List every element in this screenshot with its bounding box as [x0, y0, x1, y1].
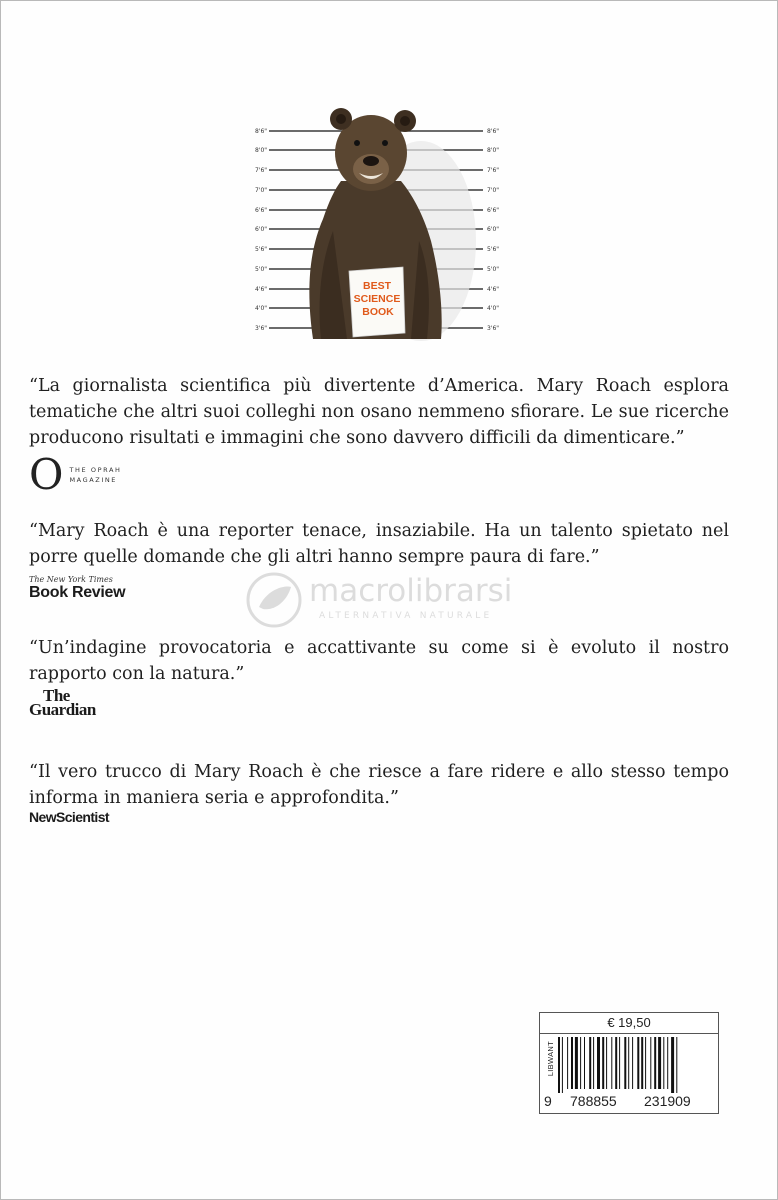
guardian-logo [29, 686, 96, 719]
barcode-bar [602, 1037, 604, 1089]
quote-newscientist: “Il vero trucco di Mary Roach è che riesce a fare ridere e allo stesso tempo informa in maniera seria e approfondita.” [29, 762, 729, 808]
barcode-bar [580, 1037, 581, 1089]
barcode-bar [624, 1037, 626, 1089]
barcode-price-box [539, 1012, 719, 1114]
barcode-bar [593, 1037, 594, 1089]
isbn-group2: 231909 [644, 1093, 691, 1109]
barcode-bar [667, 1037, 668, 1089]
height-mark-label: 7'0" [487, 187, 500, 194]
barcode-bar [671, 1037, 674, 1093]
bear-mugshot-illustration [251, 101, 511, 341]
leaf-circle-icon [245, 571, 303, 629]
height-mark-label: 4'0" [255, 305, 268, 312]
height-mark-label: 3'6" [255, 325, 268, 332]
isbn-group1: 788855 [570, 1093, 617, 1109]
height-mark-label: 4'6" [255, 286, 268, 293]
sign-line-3: BOOK [362, 306, 394, 318]
nyt-book-review-logo [29, 575, 125, 601]
barcode-bar [637, 1037, 639, 1089]
height-mark-label: 8'6" [487, 128, 500, 135]
nyt-big-line: Book Review [29, 584, 126, 601]
quote-nyt: “Mary Roach è una reporter tenace, insaziabile. Ha un talento spietato nel porre quelle domande che gli altri hanno sempre paura di fare.” [29, 521, 729, 567]
barcode-bar [584, 1037, 585, 1089]
barcode-bar [658, 1037, 661, 1089]
quote-guardian: “Un’indagine provocatoria e accattivante su come si è evoluto il nostro rapporto con la natura.” [29, 638, 729, 684]
height-mark-label: 5'0" [255, 266, 268, 273]
barcode-bar [606, 1037, 607, 1089]
height-mark-label: 7'6" [487, 167, 500, 174]
height-mark-label: 5'6" [255, 246, 268, 253]
height-mark-label: 8'0" [487, 147, 500, 154]
oprah-o-mark: O [29, 450, 64, 499]
oprah-magazine-logo [29, 450, 122, 499]
barcode-bar [567, 1037, 568, 1089]
barcode-bar [571, 1037, 573, 1089]
barcode-bar [663, 1037, 664, 1089]
barcode-bar [619, 1037, 620, 1089]
barcode-bar [645, 1037, 646, 1089]
barcode-bars [556, 1037, 716, 1093]
barcode-bar [641, 1037, 643, 1089]
publisher-code: LIBWANT [546, 1041, 555, 1077]
height-mark-label: 5'0" [487, 266, 500, 273]
barcode-bar [654, 1037, 656, 1089]
height-mark-label: 7'0" [255, 187, 268, 194]
height-mark-label: 4'6" [487, 286, 500, 293]
oprah-line2: MAGAZINE [69, 476, 118, 484]
height-mark-label: 3'6" [487, 325, 500, 332]
height-mark-label: 8'6" [255, 128, 268, 135]
height-mark-label: 6'0" [255, 226, 268, 233]
oprah-line1: THE OPRAH [69, 466, 122, 474]
height-mark-label: 6'0" [487, 226, 500, 233]
barcode-bar [597, 1037, 600, 1089]
guardian-line1: The [43, 686, 70, 705]
macrolibrarsi-watermark [245, 571, 545, 631]
newscientist-logo: NewScientist [29, 809, 109, 825]
isbn-lead: 9 [544, 1093, 552, 1109]
barcode-bar [562, 1037, 563, 1093]
height-labels-left [255, 128, 267, 332]
quote-oprah: “La giornalista scientifica più divertente d’America. Mary Roach esplora tematiche che altri suoi colleghi non osano nemmeno sfiorare. Le sue ricerche producono risultati e immagini che sono davvero difficili da dimenticare.” [29, 376, 729, 448]
sign-line-2: SCIENCE [353, 293, 401, 305]
sign-line-1: BEST [362, 280, 392, 292]
height-mark-label: 4'0" [487, 305, 500, 312]
price-label: € 19,50 [540, 1013, 718, 1034]
barcode-bar [589, 1037, 591, 1089]
watermark-name: macrolibrarsi [309, 573, 513, 609]
nyt-small-line: The New York Times [29, 575, 113, 584]
height-mark-label: 5'6" [487, 246, 500, 253]
guardian-line2: Guardian [29, 700, 96, 719]
height-mark-label: 8'0" [255, 147, 268, 154]
watermark-tagline: ALTERNATIVA NATURALE [319, 611, 493, 621]
barcode-bar [632, 1037, 633, 1089]
barcode-bar [575, 1037, 578, 1089]
best-science-book-sign [349, 267, 405, 337]
barcode-bar [676, 1037, 677, 1093]
barcode-bar [558, 1037, 560, 1093]
barcode-bar [650, 1037, 651, 1089]
barcode-bar [615, 1037, 617, 1089]
barcode-bar [628, 1037, 629, 1089]
height-labels-right [487, 128, 499, 332]
barcode-bar [611, 1037, 612, 1089]
height-mark-label: 6'6" [487, 207, 500, 214]
height-mark-label: 6'6" [255, 207, 268, 214]
height-mark-label: 7'6" [255, 167, 268, 174]
